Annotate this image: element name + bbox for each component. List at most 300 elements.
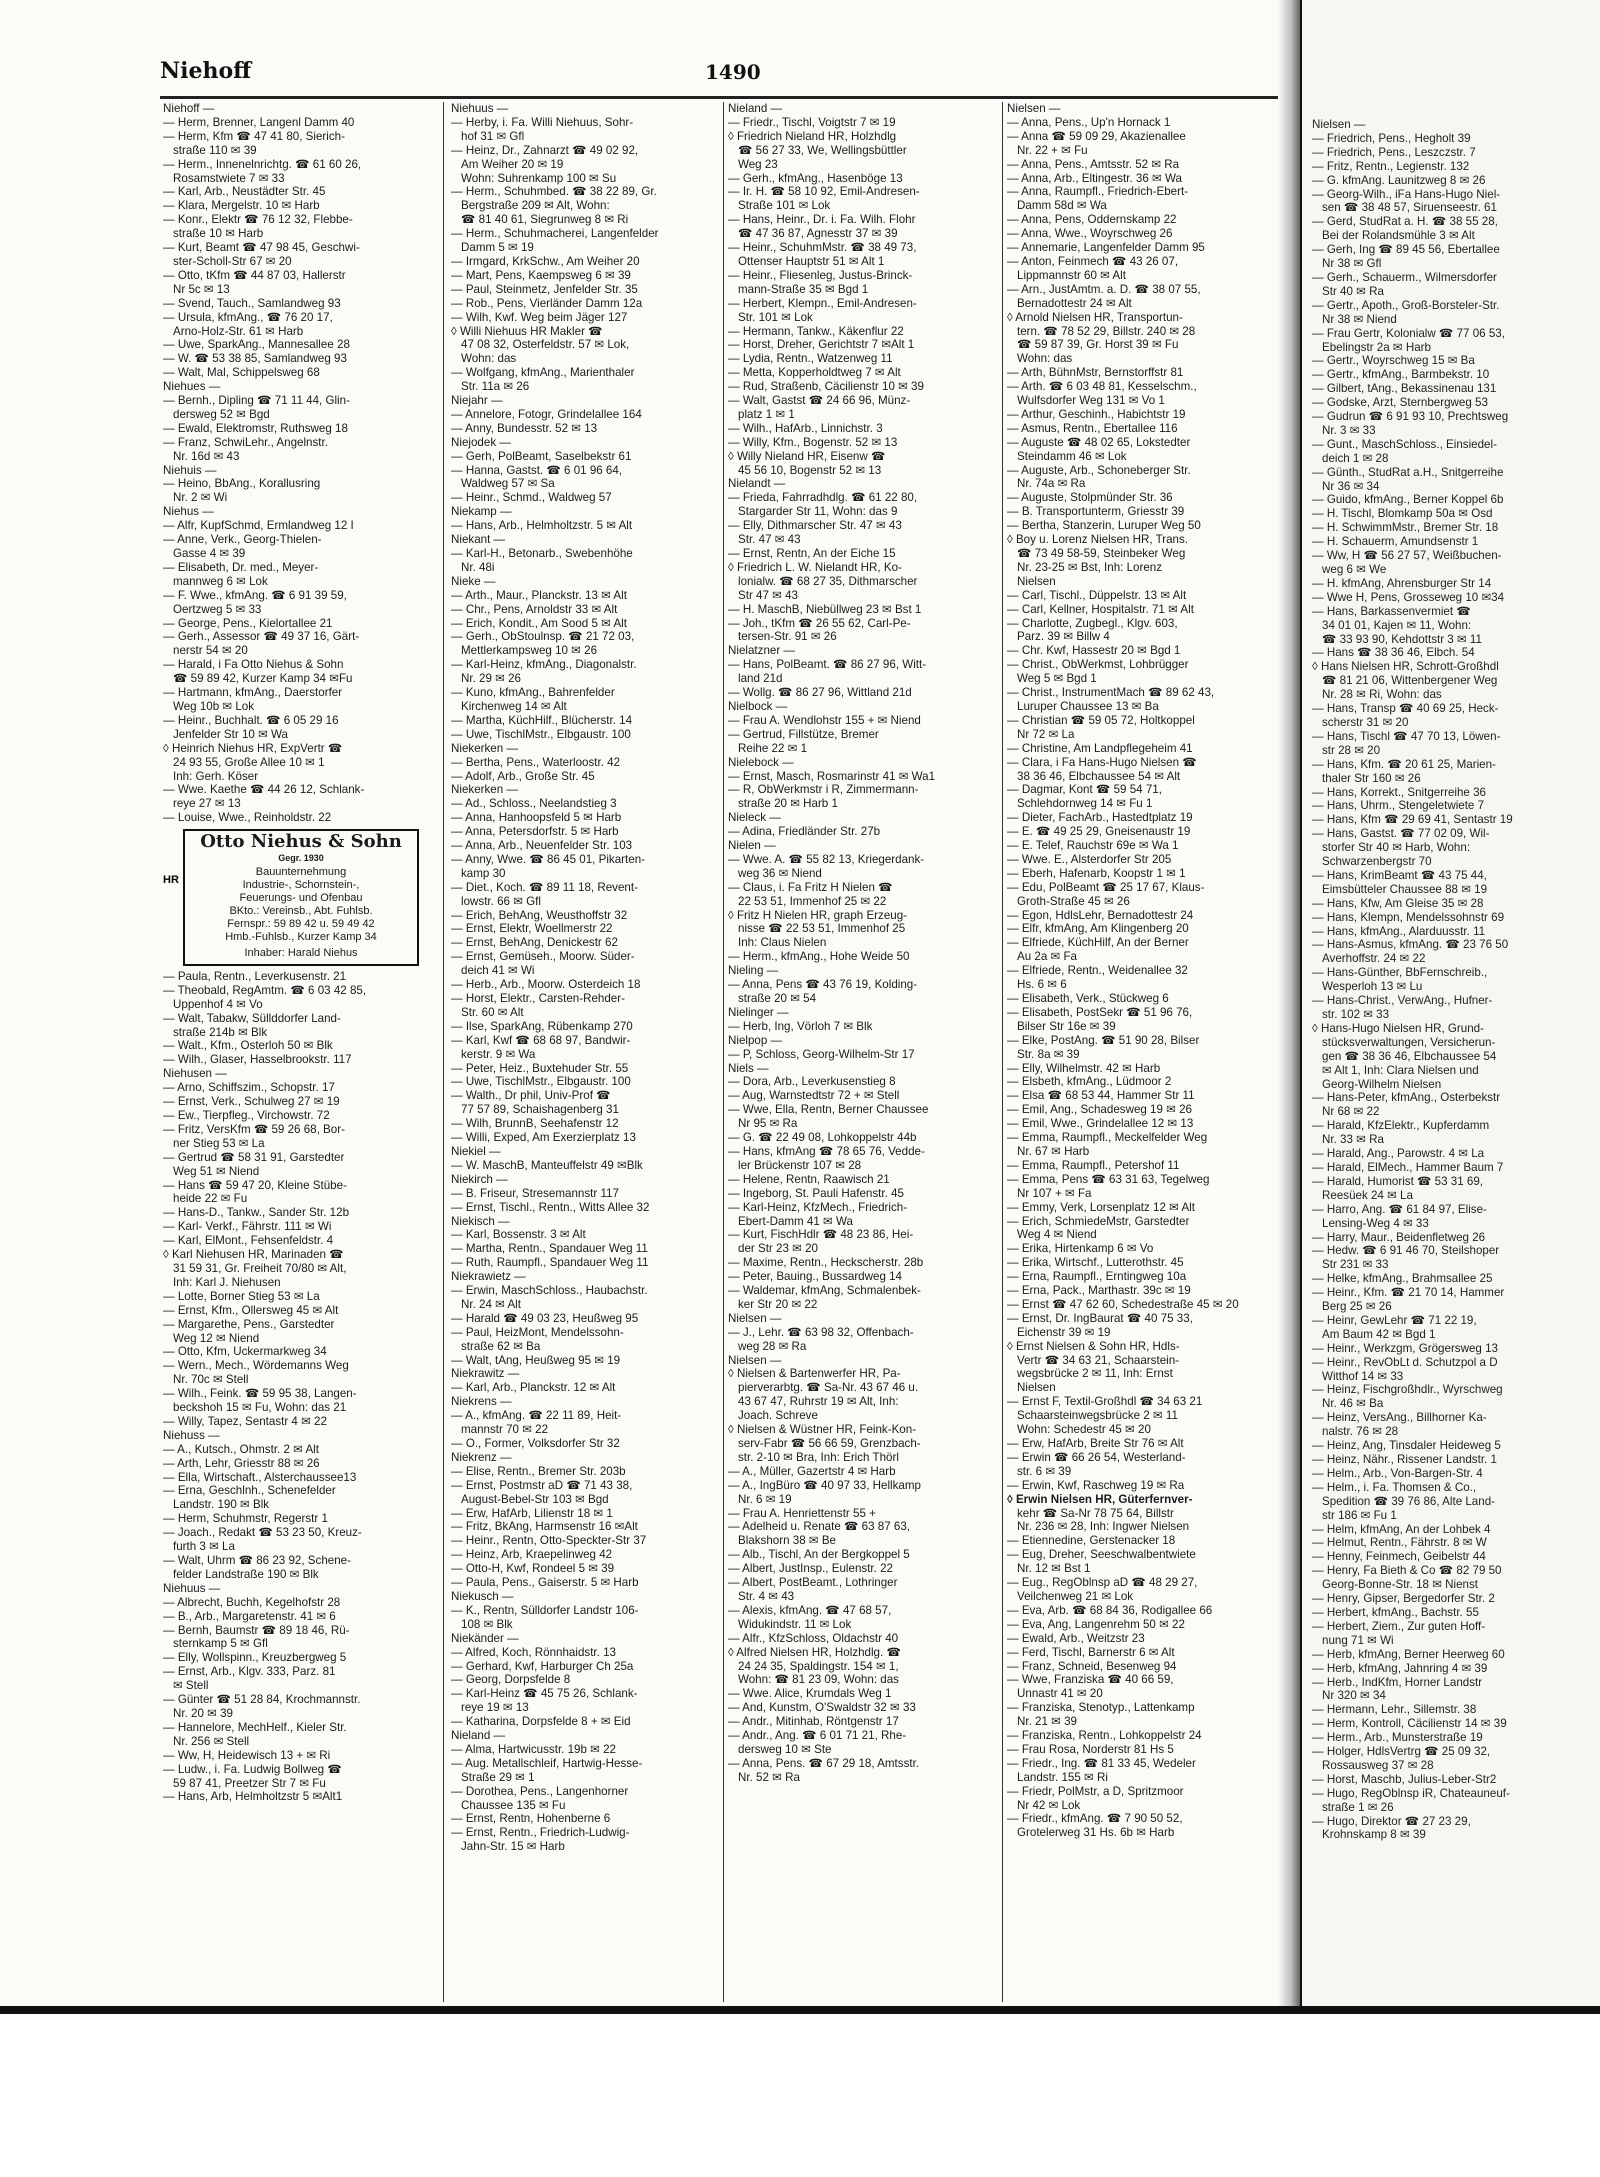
directory-entry: — Hermann, Lehr., Sillemstr. 38	[1312, 1703, 1477, 1717]
entry-continuation: Widukindstr. 11 ✉ Lok	[738, 1617, 852, 1631]
entry-continuation: heide 22 ✉ Fu	[173, 1192, 248, 1206]
directory-entry: — Hans, kfmAng ☎ 78 65 76, Vedde-	[728, 1144, 925, 1158]
entry-continuation: Grotelerweg 31 Hs. 6b ✉ Harb	[1017, 1826, 1175, 1840]
directory-entry: Nielebock —	[728, 755, 794, 769]
directory-entry: — Alfr, KupfSchmd, Ermlandweg 12 I	[163, 519, 354, 533]
entry-continuation: weg 36 ✉ Niend	[738, 866, 822, 880]
entry-continuation: straße 1 ✉ 26	[1322, 1800, 1394, 1814]
entry-continuation: Wohn: Suhrenkamp 100 ✉ Su	[461, 171, 617, 185]
directory-entry: — Erw, HafArb, Breite Str 76 ✉ Alt	[1007, 1437, 1184, 1450]
entry-continuation: ✉ Alt 1, Inh: Clara Nielsen und	[1322, 1063, 1479, 1077]
directory-entry: — Eva, Arb. ☎ 68 84 36, Rodigallee 66	[1007, 1603, 1213, 1617]
directory-entry: — Erwin ☎ 66 26 54, Westerland-	[1007, 1450, 1186, 1464]
entry-continuation: Averhoffstr. 24 ✉ 22	[1322, 952, 1426, 966]
entry-continuation: 47 08 32, Osterfeldstr. 57 ✉ Lok,	[461, 338, 630, 352]
entry-continuation: Schaarsteinwegsbrücke 2 ✉ 11	[1017, 1409, 1178, 1423]
directory-entry: — Edu, PolBeamt ☎ 25 17 67, Klaus-	[1007, 880, 1205, 894]
directory-entry: — Erwin, Kwf, Raschweg 19 ✉ Ra	[1007, 1478, 1185, 1492]
directory-entry: ◊ Friedrich Nieland HR, Holzhdlg	[728, 129, 897, 143]
directory-entry: — Hans-Asmus, kfmAng. ☎ 23 76 50	[1312, 938, 1509, 952]
directory-entry: — Hans, Arb., Helmholtzstr. 5 ✉ Alt	[451, 519, 633, 533]
entry-continuation: lowstr. 66 ✉ Gfl	[461, 894, 541, 908]
entry-continuation: Berg 25 ✉ 26	[1322, 1300, 1392, 1314]
directory-entry: — F. Wwe., kfmAng. ☎ 6 91 39 59,	[163, 588, 347, 602]
directory-entry: Nielpop —	[728, 1033, 783, 1047]
directory-entry: — Heinr., Werkzgm, Grögersweg 13	[1312, 1341, 1498, 1355]
directory-entry: — Gerh, PolBeamt, Saselbekstr 61	[451, 449, 632, 463]
directory-entry: — Wwe. Kaethe ☎ 44 26 12, Schlank-	[163, 783, 365, 797]
directory-entry: — Herm, Kontroll, Cäcilienstr 14 ✉ 39	[1312, 1717, 1507, 1731]
directory-entry: — Walt., Kfm., Osterloh 50 ✉ Blk	[163, 1039, 333, 1053]
directory-entry: — Joach., Redakt ☎ 53 23 50, Kreuz-	[163, 1526, 362, 1540]
entry-continuation: Krohnskamp 8 ✉ 39	[1322, 1828, 1426, 1842]
directory-entry: — Adina, Friedländer Str. 27b	[728, 825, 881, 839]
directory-entry: — Dorothea, Pens., Langenhorner	[451, 1784, 629, 1798]
directory-entry: — Hans, Korrekt., Snitgerreihe 36	[1312, 785, 1486, 799]
directory-entry: — Herm., kfmAng., Hohe Weide 50	[728, 950, 910, 964]
entry-continuation: tern. ☎ 78 52 29, Billstr. 240 ✉ 28	[1017, 324, 1196, 338]
directory-entry: — Bertha, Stanzerin, Luruper Weg 50	[1007, 519, 1201, 533]
directory-entry: — Erna, Pack., Marthastr. 39c ✉ 19	[1007, 1284, 1191, 1298]
directory-entry: — Anny, Bundesstr. 52 ✉ 13	[451, 421, 598, 435]
directory-entry: — H. MaschB, Niebüllweg 23 ✉ Bst 1	[728, 602, 922, 616]
header-rule	[160, 96, 1278, 99]
directory-entry: — Svend, Tauch., Samlandweg 93	[163, 296, 341, 310]
directory-entry: — Heinz, VersAng., Billhorner Ka-	[1312, 1411, 1487, 1425]
directory-entry: — Wwe. Alice, Krumdals Weg 1	[728, 1687, 892, 1701]
directory-entry: — Kurt, FischHdlr ☎ 48 23 86, Hei-	[728, 1228, 914, 1242]
directory-entry: — Anne, Verk., Georg-Thielen-	[163, 533, 322, 547]
directory-entry: — Gerhard, Kwf, Harburger Ch 25a	[451, 1659, 634, 1673]
directory-entry: — Elly, Wilhelmstr. 42 ✉ Harb	[1007, 1061, 1161, 1075]
directory-entry: — Uwe, TischlMstr., Elbgaustr. 100	[451, 727, 631, 741]
directory-entry: — Albert, JustInsp., Eulenstr. 22	[728, 1562, 893, 1576]
directory-entry: — Gerh., Assessor ☎ 49 37 16, Gärt-	[163, 630, 360, 644]
directory-entry: — Andr., Mitinhab, Röntgenstr 17	[728, 1715, 899, 1729]
directory-entry: — Friedr., kfmAng. ☎ 7 90 50 52,	[1007, 1812, 1183, 1826]
directory-entry: — Annelore, Fotogr, Grindelallee 164	[451, 407, 642, 421]
entry-continuation: scherstr 31 ✉ 20	[1322, 715, 1409, 729]
directory-entry: — Mart, Pens, Kaempsweg 6 ✉ 39	[451, 268, 631, 282]
directory-entry: — Elfr, kfmAng, Am Klingenberg 20	[1007, 922, 1189, 936]
directory-entry: — Anna ☎ 59 09 29, Akazienallee	[1007, 129, 1186, 143]
entry-continuation: Nr. 20 ✉ 39	[173, 1706, 233, 1720]
directory-entry: — Ernst F, Textil-Großhdl ☎ 34 63 21	[1007, 1395, 1203, 1409]
entry-continuation: Str 40 ✉ Ra	[1322, 284, 1384, 298]
entry-continuation: Bilser Str 16e ✉ 39	[1017, 1019, 1116, 1033]
ad-company-name: Otto Niehus & Sohn	[200, 831, 402, 853]
directory-entry: — Günth., StudRat a.H., Snitgerreihe	[1312, 465, 1504, 479]
directory-entry: — Herm., Arb., Munsterstraße 19	[1312, 1731, 1483, 1745]
directory-entry: Niekerken —	[451, 783, 519, 797]
entry-continuation: Georg-Wilhelm Nielsen	[1322, 1077, 1442, 1091]
entry-continuation: Nr 36 ✉ 34	[1322, 479, 1380, 493]
directory-entry: — Gertrud, Fillstütze, Bremer	[728, 727, 879, 741]
directory-entry: — Willi, Exped, Am Exerzierplatz 13	[451, 1131, 636, 1145]
directory-entry: — Hartmann, kfmAng., Daerstorfer	[163, 686, 343, 700]
directory-entry: — R, ObWerkmstr i R, Zimmermann-	[728, 783, 919, 797]
directory-entry: — Heinr., Kfm. ☎ 21 70 14, Hammer	[1312, 1286, 1505, 1300]
directory-entry: — Martha, KüchHilf., Blücherstr. 14	[451, 713, 633, 727]
directory-entry: ◊ Alfred Nielsen HR, Holzhdlg. ☎	[728, 1645, 901, 1659]
directory-entry: — Heinr., Schmd., Waldweg 57	[451, 491, 612, 505]
directory-entry: Niekänder —	[451, 1631, 519, 1645]
directory-column-1	[163, 102, 435, 2002]
directory-entry: — Adolf, Arb., Große Str. 45	[451, 769, 595, 783]
directory-entry: — Etiennedine, Gerstenacker 18	[1007, 1534, 1176, 1548]
directory-entry: — Herbert, Ziem., Zur guten Hoff-	[1312, 1619, 1486, 1633]
directory-entry: — Karl-Heinz, kfmAng., Diagonalstr.	[451, 658, 637, 672]
directory-entry: — Louise, Wwe., Reinholdstr. 22	[163, 811, 332, 825]
directory-entry: — Helmut, Rentn., Fährstr. 8 ✉ W	[1312, 1536, 1487, 1550]
entry-continuation: Jenfelder Str 10 ✉ Wa	[173, 727, 288, 741]
directory-entry: — Margarethe, Pens., Garstedter	[163, 1317, 335, 1331]
directory-entry: — Ww, H ☎ 56 27 57, Weißbuchen-	[1312, 549, 1502, 563]
directory-entry: ◊ Willi Niehuus HR Makler ☎	[451, 324, 603, 338]
entry-continuation: Nr. 21 ✉ 39	[1017, 1715, 1077, 1729]
directory-entry: — Elise, Rentn., Bremer Str. 203b	[451, 1464, 626, 1478]
directory-entry: Niehuss —	[163, 1428, 220, 1442]
directory-entry: — Wilh., HafArb., Linnichstr. 3	[728, 421, 883, 435]
directory-entry: — Alb., Tischl, An der Bergkoppel 5	[728, 1548, 910, 1562]
directory-entry: ◊ Fritz H Nielen HR, graph Erzeug-	[728, 908, 908, 922]
directory-entry: Niekerken —	[451, 741, 519, 755]
directory-entry: — Metta, Kopperholdtweg 7 ✉ Alt	[728, 366, 901, 380]
directory-entry: — Hugo, RegOblnsp iR, Chateauneuf-	[1312, 1786, 1510, 1800]
directory-entry: — Martha, Rentn., Spandauer Weg 11	[451, 1242, 648, 1256]
directory-entry: — Hans, PolBeamt. ☎ 86 27 96, Witt-	[728, 658, 927, 672]
entry-continuation: str 28 ✉ 20	[1322, 743, 1381, 757]
directory-entry: — Herm., Innenelnrichtg. ☎ 61 60 26,	[163, 157, 362, 171]
entry-continuation: ler Brückenstr 107 ✉ 28	[738, 1158, 862, 1172]
entry-continuation: Nr. 12 ✉ Bst 1	[1017, 1562, 1091, 1576]
entry-continuation: land 21d	[738, 672, 783, 686]
directory-entry: — Gertrud ☎ 58 31 91, Garstedter	[163, 1150, 345, 1164]
entry-continuation: kehr ☎ Sa-Nr 78 75 64, Billstr	[1017, 1506, 1174, 1520]
entry-continuation: 108 ✉ Blk	[461, 1617, 513, 1631]
directory-entry: — Wwe, Franziska ☎ 40 66 59,	[1007, 1673, 1174, 1687]
entry-continuation: Wohn: das	[1017, 352, 1073, 366]
directory-entry: — Herb, Ing, Vörloh 7 ✉ Blk	[728, 1019, 873, 1033]
directory-entry: — Paula, Rentn., Leverkusenstr. 21	[163, 969, 347, 983]
directory-entry: — Christian ☎ 59 05 72, Holtkoppel	[1007, 713, 1195, 727]
entry-continuation: Nr 38 ✉ Niend	[1322, 312, 1397, 326]
directory-entry: — Gunt., MaschSchloss., Einsiedel-	[1312, 437, 1497, 451]
directory-entry: Nieke —	[451, 574, 496, 588]
entry-continuation: dersweg 10 ✉ Ste	[738, 1742, 832, 1756]
directory-entry: — Herm, Brenner, Langenl Damm 40	[163, 115, 355, 129]
directory-entry: — Friedrich, Pens., Leszczstr. 7	[1312, 145, 1476, 159]
directory-entry: — Ernst, Postmstr aD ☎ 71 43 38,	[451, 1478, 633, 1492]
directory-entry: — Albrecht, Buchh, Kegelhofstr 28	[163, 1595, 341, 1609]
directory-entry: — Ruth, Raumpfl., Spandauer Weg 11	[451, 1256, 649, 1270]
directory-entry: — Elsbeth, kfmAng., Lüdmoor 2	[1007, 1075, 1172, 1089]
directory-entry: — Ferd, Tischl, Barnerstr 6 ✉ Alt	[1007, 1645, 1175, 1659]
directory-entry: — Albert, PostBeamt., Lothringer	[728, 1576, 898, 1590]
entry-continuation: straße 20 ✉ 54	[738, 992, 817, 1005]
directory-entry: — E. Telef, Rauchstr 69e ✉ Wa 1	[1007, 839, 1179, 853]
directory-entry: — Hans, Kfm. ☎ 20 61 25, Marien-	[1312, 757, 1496, 771]
directory-entry: — Herb, kfmAng, Berner Heerweg 60	[1312, 1647, 1505, 1661]
directory-entry: — Arth, Lehr, Griesstr 88 ✉ 26	[163, 1456, 320, 1470]
directory-column-3	[728, 102, 1000, 2002]
directory-entry: — W. MaschB, Manteuffelstr 49 ✉Blk	[451, 1158, 643, 1172]
directory-entry: Niehoff —	[163, 102, 215, 115]
directory-entry: — Wern., Mech., Wördemanns Weg	[163, 1359, 349, 1373]
entry-continuation: nerstr 54 ✉ 20	[173, 644, 248, 658]
entry-continuation: Nr. 3 ✉ 33	[1322, 423, 1376, 437]
directory-entry: — Ernst, Gemüseh., Moorw. Süder-	[451, 950, 635, 964]
entry-continuation: Nr. 29 ✉ 26	[461, 672, 521, 686]
directory-entry: — Arth., Maur., Planckstr. 13 ✉ Alt	[451, 588, 627, 602]
entry-continuation: straße 110 ✉ 39	[173, 143, 257, 157]
directory-entry: — Karl-Heinz ☎ 45 75 26, Schlank-	[451, 1687, 638, 1701]
entry-continuation: mann-Straße 35 ✉ Bgd 1	[738, 282, 869, 296]
entry-continuation: Nr 95 ✉ Ra	[738, 1117, 798, 1131]
entry-continuation: Am Weiher 20 ✉ 19	[461, 157, 564, 171]
directory-entry: — Horst, Maschb, Julius-Leber-Str2	[1312, 1772, 1497, 1786]
directory-entry: — Henny, Feinmech, Geibelstr 44	[1312, 1550, 1486, 1564]
entry-continuation: Mettlerkampsweg 10 ✉ 26	[461, 644, 598, 658]
directory-entry: — Christ., ObWerkmst, Lohbrügger	[1007, 658, 1189, 672]
directory-entry: — Herbert, Klempn., Emil-Andresen-	[728, 296, 917, 310]
directory-entry: — Hans, Uhrm., Stengeletwiete 7	[1312, 799, 1485, 813]
directory-entry: — Auguste ☎ 48 02 65, Lokstedter	[1007, 435, 1191, 449]
directory-entry: — Theobald, RegAmtm. ☎ 6 03 42 85,	[163, 983, 367, 997]
directory-entry: — Friedrich, Pens., Hegholt 39	[1312, 131, 1471, 145]
entry-continuation: Nr 5c ✉ 13	[173, 282, 230, 296]
entry-continuation: ☎ 59 89 42, Kurzer Kamp 34 ✉Fu	[173, 672, 353, 686]
entry-continuation: pierverarbtg. ☎ Sa-Nr. 43 67 46 u.	[738, 1381, 919, 1395]
directory-entry: — Arth. ☎ 6 03 48 81, Kesselschm.,	[1007, 380, 1197, 394]
directory-entry: — Helene, Rentn, Raawisch 21	[728, 1172, 890, 1186]
ad-line: Industrie-, Schornstein-,	[242, 878, 360, 891]
directory-entry: — Heinr., Fliesenleg, Justus-Brinck-	[728, 268, 913, 282]
entry-continuation: August-Bebel-Str 103 ✉ Bgd	[461, 1492, 609, 1506]
directory-entry: Niehus —	[163, 505, 214, 519]
entry-continuation: der Str 23 ✉ 20	[738, 1242, 818, 1256]
directory-entry: — Anna, Petersdorfstr. 5 ✉ Harb	[451, 825, 619, 839]
entry-continuation: str. 6 ✉ 39	[1017, 1464, 1072, 1478]
directory-entry: — Friedr., Tischl, Voigtstr 7 ✉ 19	[728, 115, 896, 129]
directory-entry: — Eberh, Hafenarb, Koopstr 1 ✉ 1	[1007, 866, 1186, 880]
entry-continuation: Nr. 6 ✉ 19	[738, 1492, 792, 1506]
entry-continuation: Nr. 46 ✉ Ba	[1322, 1397, 1384, 1411]
directory-entry: — Elly, Dithmarscher Str. 47 ✉ 43	[728, 519, 902, 533]
directory-entry: — Chr., Pens, Arnoldstr 33 ✉ Alt	[451, 602, 618, 616]
directory-entry: Niekisch —	[451, 1214, 510, 1228]
directory-entry: — Alfred, Koch, Rönnhaidstr. 13	[451, 1645, 616, 1659]
directory-entry: — Otto-H, Kwf, Rondeel 5 ✉ 39	[451, 1562, 615, 1576]
entry-continuation: weg 6 ✉ We	[1322, 563, 1387, 576]
directory-entry: — Anna, Pens., Up'n Hornack 1	[1007, 115, 1171, 129]
directory-entry: — Ernst, Rentn, Hohenberne 6	[451, 1812, 611, 1826]
directory-entry: — Helm, kfmAng, An der Lohbek 4	[1312, 1522, 1491, 1536]
directory-entry: — Anna, Pens, Oddernskamp 22	[1007, 213, 1177, 227]
directory-entry: — Otto, Kfm, Uckermarkweg 34	[163, 1345, 327, 1359]
directory-entry: — Anna, Raumpfl., Friedrich-Ebert-	[1007, 185, 1189, 199]
directory-entry: — Anton, Feinmech ☎ 43 26 07,	[1007, 254, 1179, 268]
directory-entry: — Paula, Pens., Gaiserstr. 5 ✉ Harb	[451, 1576, 639, 1590]
directory-entry: — Herb, kfmAng, Jahnring 4 ✉ 39	[1312, 1661, 1488, 1675]
directory-entry: — Arthur, Geschinh., Habichtstr 19	[1007, 407, 1186, 421]
directory-entry: — Ernst, Arb., Klgv. 333, Parz. 81	[163, 1665, 336, 1679]
directory-entry: — Ewald, Elektromstr, Ruthsweg 18	[163, 421, 348, 435]
directory-entry: — Hannelore, MechHelf., Kieler Str.	[163, 1720, 347, 1734]
directory-entry: — Heino, BbAng., Korallusring	[163, 477, 321, 491]
entry-continuation: Nr. 236 ✉ 28, Inh: Ingwer Nielsen	[1017, 1520, 1190, 1534]
entry-continuation: ☎ 81 40 61, Siegrunweg 8 ✉ Ri	[461, 213, 629, 227]
entry-continuation: ster-Scholl-Str 67 ✉ 20	[173, 254, 292, 268]
directory-entry: — Gerh, Ing ☎ 89 45 56, Ebertallee	[1312, 243, 1500, 257]
entry-continuation: 22 53 51, Immenhof 25 ✉ 22	[738, 894, 887, 908]
directory-entry: — Erich, SchmiedeMstr, Garstedter	[1007, 1214, 1190, 1228]
directory-entry: — Ernst, Kfm., Ollersweg 45 ✉ Alt	[163, 1303, 339, 1317]
entry-continuation: 31 59 31, Gr. Freiheit 70/80 ✉ Alt,	[173, 1261, 347, 1275]
directory-entry: — Ingeborg, St. Pauli Hafenstr. 45	[728, 1186, 904, 1200]
directory-entry: — Karl, Arb., Neustädter Str. 45	[163, 185, 326, 199]
directory-entry: — Gilbert, tAng., Bekassinenau 131	[1312, 382, 1497, 396]
directory-entry: — Maxime, Rentn., Heckscherstr. 28b	[728, 1256, 924, 1270]
directory-entry: Niekiel —	[451, 1144, 501, 1158]
directory-entry: — Harald, i Fa Otto Niehus & Sohn	[163, 658, 344, 672]
ad-owner: Inhaber: Harald Niehus	[244, 946, 358, 959]
directory-entry: — Dora, Arb., Leverkusenstieg 8	[728, 1075, 896, 1089]
directory-entry: Niekant —	[451, 533, 506, 547]
directory-entry: Nieleck —	[728, 811, 781, 825]
directory-entry: — Horst, Elektr., Carsten-Rehder-	[451, 992, 625, 1005]
directory-entry: — Gertr., Woyrschweg 15 ✉ Ba	[1312, 354, 1475, 368]
directory-entry: — Anna, Pens ☎ 43 76 19, Kolding-	[728, 978, 918, 992]
directory-entry: — Uwe, SparkAng., Mannesallee 28	[163, 338, 350, 352]
entry-continuation: Damm 5 ✉ 19	[461, 241, 534, 255]
directory-entry: Nielatzner —	[728, 644, 796, 658]
directory-entry: — Harald, Humorist ☎ 53 31 69,	[1312, 1174, 1484, 1188]
page-header	[160, 54, 1260, 94]
directory-entry: — Willy, Tapez, Sentastr 4 ✉ 22	[163, 1414, 327, 1428]
directory-entry: — Ad., Schloss., Neelandstieg 3	[451, 797, 617, 811]
entry-continuation: 43 67 47, Ruhrstr 19 ✉ Alt, Inh:	[738, 1395, 899, 1409]
directory-entry: — Rud, Straßenb, Cäcilienstr 10 ✉ 39	[728, 380, 924, 394]
directory-entry: Nielsen —	[1007, 102, 1061, 115]
directory-entry: — Hans-Günther, BbFernschreib.,	[1312, 966, 1488, 980]
directory-entry: — Hans-Christ., VerwAng., Hufner-	[1312, 994, 1493, 1008]
directory-entry: — Wollg. ☎ 86 27 96, Wittland 21d	[728, 686, 912, 700]
entry-continuation: Str. 4 ✉ 43	[738, 1589, 795, 1603]
directory-entry: — Elfriede, KüchHilf, An der Berner	[1007, 936, 1189, 950]
entry-continuation: Straße 101 ✉ Lok	[738, 199, 831, 213]
entry-continuation: Uppenhof 4 ✉ Vo	[173, 997, 263, 1011]
entry-continuation: 45 56 10, Bogenstr 52 ✉ 13	[738, 463, 882, 477]
directory-entry: — Bertha, Pens., Waterloostr. 42	[451, 755, 621, 769]
entry-continuation: Au 2a ✉ Fa	[1017, 950, 1077, 964]
directory-entry: — Arno, Schiffszim., Schopstr. 17	[163, 1081, 335, 1095]
entry-continuation: weg 28 ✉ Ra	[738, 1339, 807, 1353]
entry-continuation: Inh: Gerh. Köser	[173, 769, 259, 783]
directory-entry: — Claus, i. Fa Fritz H Nielen ☎	[728, 880, 893, 894]
directory-entry: — Peter, Heiz., Buxtehuder Str. 55	[451, 1061, 629, 1075]
directory-entry: — Guido, kfmAng., Berner Koppel 6b	[1312, 493, 1504, 507]
directory-entry: — Herbert, kfmAng., Bachstr. 55	[1312, 1605, 1479, 1619]
entry-continuation: Ottenser Hauptstr 51 ✉ Alt 1	[738, 254, 885, 268]
directory-entry: — Harald ☎ 49 03 23, Heußweg 95	[451, 1311, 639, 1325]
entry-continuation: Weg 10b ✉ Lok	[173, 699, 255, 713]
directory-entry: — O., Former, Volksdorfer Str 32	[451, 1437, 620, 1450]
entry-continuation: Witthof 14 ✉ 33	[1322, 1369, 1404, 1383]
entry-continuation: ☎ 59 87 39, Gr. Horst 39 ✉ Fu	[1017, 338, 1179, 352]
directory-entry: — Anna, Pens. ☎ 67 29 18, Amtsstr.	[728, 1756, 920, 1770]
entry-continuation: wegsbrücke 2 ✉ 11, Inh: Ernst	[1017, 1367, 1173, 1381]
directory-entry: — Franz, SchwiLehr., Angelnstr.	[163, 435, 328, 449]
directory-entry: ◊ Willy Nieland HR, Eisenw ☎	[728, 449, 886, 463]
directory-entry: — Günter ☎ 51 28 84, Krochmannstr.	[163, 1693, 361, 1707]
directory-entry: — Rob., Pens, Vierländer Damm 12a	[451, 296, 643, 310]
entry-continuation: str. 102 ✉ 33	[1322, 1008, 1390, 1021]
entry-continuation: Inh: Claus Nielen	[738, 936, 827, 950]
directory-entry: — Andr., Ang. ☎ 6 01 71 21, Rhe-	[728, 1729, 907, 1743]
directory-entry: — Waldemar, kfmAng, Schmalenbek-	[728, 1284, 921, 1298]
directory-entry: — Friedr, PolMstr, a D, Spritzmoor	[1007, 1784, 1184, 1798]
directory-entry: — Eug, Dreher, Seeschwalbentwiete	[1007, 1548, 1196, 1562]
entry-continuation: Spedition ☎ 39 76 86, Alte Land-	[1322, 1494, 1496, 1508]
entry-continuation: Nr. 33 ✉ Ra	[1322, 1133, 1384, 1147]
directory-entry: — Gerh., Schauerm., Wilmersdorfer	[1312, 270, 1497, 284]
directory-entry: — Heinz, Nähr., Rissener Landstr. 1	[1312, 1453, 1497, 1466]
directory-entry: — Hans, Heinr., Dr. i. Fa. Wilh. Flohr	[728, 213, 916, 227]
directory-entry: — Hedw. ☎ 6 91 46 70, Steilshoper	[1312, 1244, 1500, 1258]
entry-continuation: ☎ 47 36 87, Agnesstr 37 ✉ 39	[738, 227, 898, 241]
entry-continuation: Nr 320 ✉ 34	[1322, 1689, 1386, 1703]
directory-entry: — Ilse, SparkAng, Rübenkamp 270	[451, 1019, 633, 1033]
directory-entry: — Gerh., ObStoulnsp. ☎ 21 72 03,	[451, 630, 635, 644]
entry-continuation: Weg 4 ✉ Niend	[1017, 1228, 1097, 1242]
directory-entry: — Eva, Ang, Langenrehm 50 ✉ 22	[1007, 1617, 1185, 1631]
entry-continuation: Straße 29 ✉ 1	[461, 1770, 535, 1784]
directory-entry: — Wwe. E., Alsterdorfer Str 205	[1007, 852, 1172, 866]
hr-register-marker: HR	[163, 874, 179, 886]
directory-entry: — Heinz, Dr., Zahnarzt ☎ 49 02 92,	[451, 143, 639, 157]
entry-continuation: str 186 ✉ Fu 1	[1322, 1508, 1397, 1522]
directory-entry: — Heinz, Ang, Tinsdaler Heideweg 5	[1312, 1439, 1501, 1453]
directory-entry: — G. ☎ 22 49 08, Lohkoppelstr 44b	[728, 1131, 917, 1145]
directory-entry: — Erika, Wirtschf., Lutterothstr. 45	[1007, 1256, 1184, 1270]
entry-continuation: mannstr 70 ✉ 22	[461, 1423, 549, 1437]
directory-entry: — Ernst ☎ 47 62 60, Schedestraße 45 ✉ 20	[1007, 1297, 1239, 1311]
entry-continuation: Bergstraße 209 ✉ Alt, Wohn:	[461, 199, 610, 213]
entry-continuation: Str. 101 ✉ Lok	[738, 310, 813, 324]
directory-entry: — J., Lehr. ☎ 63 98 32, Offenbach-	[728, 1325, 914, 1339]
directory-entry: — Arth, BühnMstr, Bernstorffstr 81	[1007, 366, 1184, 380]
directory-entry: — Harald, ElMech., Hammer Baum 7	[1312, 1160, 1504, 1174]
entry-continuation: felder Landstraße 190 ✉ Blk	[173, 1567, 319, 1581]
entry-continuation: Oertzweg 5 ✉ 33	[173, 602, 262, 616]
directory-entry: — Wwe H, Pens, Grosseweg 10 ✉34	[1312, 590, 1505, 604]
entry-continuation: Weg 5 ✉ Bgd 1	[1017, 672, 1097, 686]
directory-entry: — Aug. Metallschleif, Hartwig-Hesse-	[451, 1756, 643, 1770]
directory-entry: — A., Müller, Gazertstr 4 ✉ Harb	[728, 1464, 896, 1478]
directory-entry: — Otto, tKfm ☎ 44 87 03, Hallerstr	[163, 268, 346, 282]
directory-entry: — Lydia, Rentn., Watzenweg 11	[728, 352, 893, 366]
entry-continuation: Ebelingstr 2a ✉ Harb	[1322, 340, 1431, 354]
directory-entry: — Ww, H, Heidewisch 13 + ✉ Ri	[163, 1748, 331, 1762]
entry-continuation: Str 47 ✉ 43	[738, 588, 798, 602]
directory-entry: — And, Kunstm, O'Swaldstr 32 ✉ 33	[728, 1701, 916, 1715]
directory-column-4	[1007, 102, 1279, 2002]
directory-entry: — W. ☎ 53 38 85, Samlandweg 93	[163, 352, 347, 366]
directory-entry: Niejodek —	[451, 435, 511, 449]
directory-entry: — Willy, Kfm., Bogenstr. 52 ✉ 13	[728, 435, 898, 449]
directory-entry: Nielsen —	[728, 1353, 782, 1367]
